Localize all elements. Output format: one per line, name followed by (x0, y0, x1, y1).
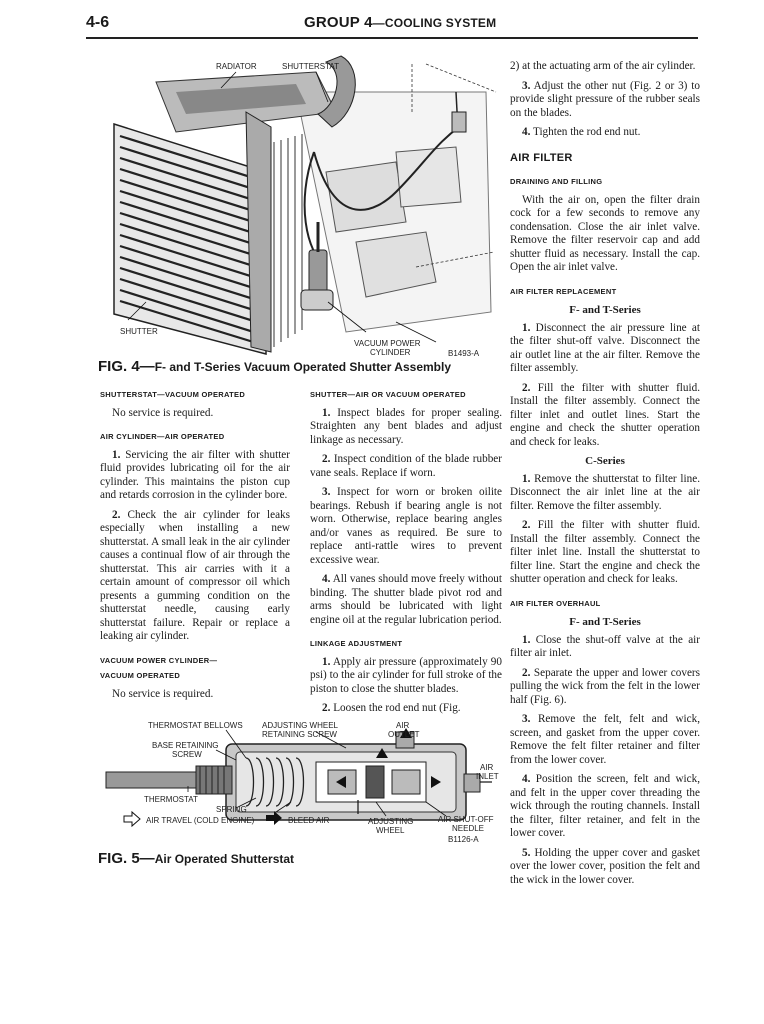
paragraph: 2. Fill the filter with shutter fluid. Install the filter assembly. Connect the filter inlet and outlet lines. Start the engine and check the shutter operation and check for leaks. (510, 381, 700, 448)
heading-vacuum-power-1: VACUUM POWER CYLINDER— (100, 655, 218, 665)
header-rule (86, 37, 698, 39)
subheading-ft-series-2: F- and T-Series (569, 616, 641, 628)
paragraph: 4. Position the screen, felt and wick, and felt in the upper cover threading the wick through the routing channels. Install the filter, filter retainer, and felt in the lower cover. (510, 773, 701, 839)
header-group: GROUP 4 (304, 14, 373, 31)
paragraph: No service is required. (112, 687, 214, 700)
paragraph: 1. Close the shut-off valve at the air filter air inlet. (510, 633, 701, 659)
paragraph: 2. Inspect condition of the blade rubber vane seals. Replace if worn. (310, 453, 502, 479)
fig5-legend-bleed-air: BLEED AIR (288, 816, 330, 825)
fig5-label-air-inlet: AIR (480, 763, 494, 772)
fig5-label-adjusting-wheel: ADJUSTING WHEEL (262, 721, 339, 730)
fig5-legend-air-travel: AIR TRAVEL (COLD ENGINE) (146, 816, 255, 825)
paragraph: 3. Adjust the other nut (Fig. 2 or 3) to provide slight pressure of the rubber seals on the blades. (510, 79, 700, 119)
fig5-label-air-outlet: AIR (396, 721, 410, 730)
subheading-ft-series: F- and T-Series (569, 304, 641, 316)
paragraph: 3. Remove the felt, felt and wick, screen, and gasket from the upper cover. Remove the felt filter retainer and filter from the lower cover. (510, 713, 700, 766)
fig5-label-thermostat-bellows: THERMOSTAT BELLOWS (148, 721, 243, 730)
figure-5-illustration (96, 718, 506, 848)
heading-linkage: LINKAGE ADJUSTMENT (310, 639, 403, 648)
figure-4-caption: FIG. 4—F- and T-Series Vacuum Operated Shutter Assembly (98, 358, 451, 375)
heading-overhaul: AIR FILTER OVERHAUL (510, 598, 601, 608)
fig4-label-code: B1493-A (448, 349, 480, 358)
fig5-label-screw: SCREW (172, 750, 202, 759)
fig5-label-spring: SPRING (216, 805, 247, 814)
fig5-label-outlet: OUTLET (388, 730, 420, 739)
paragraph: 1. Servicing the air filter with shutter fluid provides lubricating oil for the air cylinder. This maintains the piston cup and retards corrosion in the cylinder bore. (100, 448, 290, 501)
fig5-label-retaining-screw: RETAINING SCREW (262, 730, 337, 739)
fig5-label-base-retaining: BASE RETAINING (152, 741, 219, 750)
header-title (304, 14, 496, 31)
heading-shutter: SHUTTER—AIR OR VACUUM OPERATED (310, 390, 466, 399)
heading-replacement: AIR FILTER REPLACEMENT (510, 286, 617, 296)
fig5-label-adjusting: ADJUSTING (368, 817, 414, 826)
paragraph: With the air on, open the filter drain cock for a few seconds to remove any condensation. Close the air inlet valve. Remove the filter reservoir cap and add shutter fluid as necessary. Install the cap. Open the air inlet valve. (510, 193, 700, 273)
figure-5-caption: FIG. 5—Air Operated Shutterstat (98, 850, 295, 867)
paragraph: 1. Remove the shutterstat to filter line. Disconnect the air inlet line at the air filter. Remove the filter assembly. (510, 472, 701, 512)
paragraph: 2. Fill the filter with shutter fluid. Install the filter assembly. Connect the filter inlet line. Install the shutterstat to filter line. Start the engine and check the shutter operation and check for leaks. (510, 519, 700, 585)
paragraph: 1. Disconnect the air pressure line at the filter shut-off valve. Disconnect the air outlet line at the air filter. Remove the filter assembly. (510, 321, 700, 374)
paragraph: 5. Holding the upper cover and gasket over the lower cover, position the felt and the wick in the lower cover. (510, 846, 701, 886)
page-header (86, 14, 698, 36)
fig4-label-radiator: RADIATOR (216, 62, 257, 71)
fig4-label-cylinder: CYLINDER (370, 348, 411, 357)
paragraph: No service is required. (112, 406, 214, 419)
fig4-label-shutterstat: SHUTTERSTAT (282, 62, 340, 71)
heading-draining: DRAINING AND FILLING (510, 177, 603, 186)
paragraph: 1. Inspect blades for proper sealing. Straighten any bent blades and adjust linkage as necessary. (310, 406, 502, 446)
heading-vacuum-power-2: VACUUM OPERATED (100, 671, 181, 680)
fig5-label-code: B1126-A (448, 835, 479, 844)
paragraph: 2. Loosen the rod end nut (Fig. (322, 702, 461, 714)
heading-air-filter: AIR FILTER (510, 151, 573, 164)
paragraph: 1. Apply air pressure (approximately 90 psi) to the air cylinder for full stroke of the piston to close the shutter blades. (310, 655, 502, 695)
fig5-label-needle: NEEDLE (452, 824, 485, 833)
subheading-c-series: C-Series (585, 455, 625, 467)
figure-4-illustration (96, 52, 498, 360)
fig5-label-air-shutoff: AIR SHUT-OFF (438, 815, 494, 824)
fig5-label-inlet: INLET (476, 772, 499, 781)
fig5-label-wheel: WHEEL (376, 826, 405, 835)
column-right (510, 60, 700, 893)
fig5-label-thermostat: THERMOSTAT (144, 795, 198, 804)
header-section: —COOLING SYSTEM (372, 16, 497, 30)
paragraph: 2. Separate the upper and lower covers pulling the wick from the felt in the lower half (Fig. 6). (510, 666, 701, 706)
paragraph: 4. Tighten the rod end nut. (522, 126, 641, 138)
heading-shutterstat-vacuum: SHUTTERSTAT—VACUUM OPERATED (100, 390, 246, 399)
heading-air-cylinder: AIR CYLINDER—AIR OPERATED (100, 432, 225, 441)
paragraph: 2. Check the air cylinder for leaks especially when installing a new shutterstat. A small leak in the air cylinder causes a continual flow of air through the shutterstat. This air carries with it a certain amount of compressor oil which presents a gumming condition on the shutterstat needle, causing early shutterstat failure. Repair or replace a leaking air cylinder. (100, 508, 291, 642)
fig4-label-vacuum-power: VACUUM POWER (354, 339, 421, 348)
page-number: 4-6 (86, 14, 110, 31)
column-middle (310, 388, 502, 722)
paragraph: 3. Inspect for worn or broken oilite bearings. Rebush if bearing angle is not worn. Otherwise, replace bearing angles and/or vanes as required. Be sure to replace anti-rattle wires to prevent excessive wear. (310, 486, 502, 566)
column-left (100, 388, 290, 707)
paragraph: 4. All vanes should move freely without binding. The shutter blade pivot rod and arms should be lubricated with light engine oil at the regular lubrication period. (310, 573, 502, 626)
fig4-label-shutter: SHUTTER (120, 327, 158, 336)
paragraph: 2) at the actuating arm of the air cylinder. (510, 60, 696, 72)
